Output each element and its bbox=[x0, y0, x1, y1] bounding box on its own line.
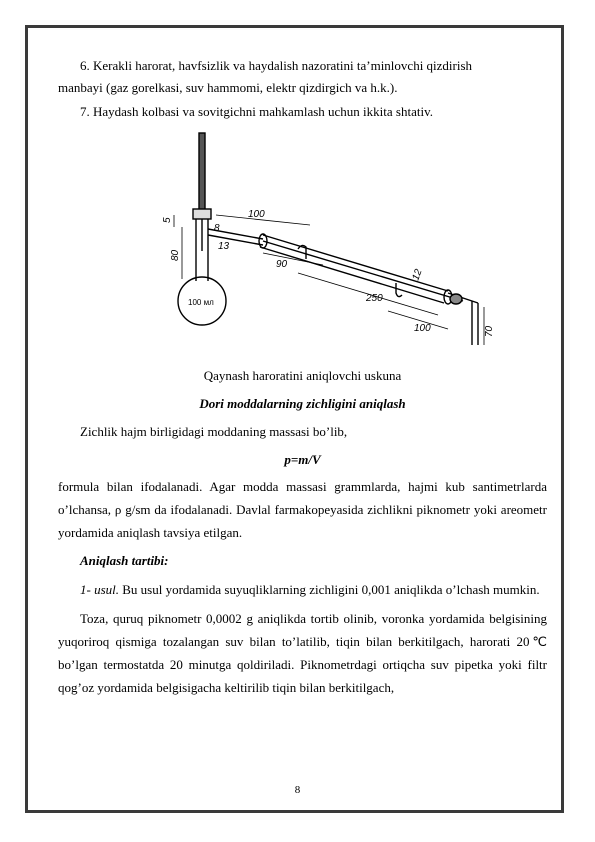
dim-80: 80 bbox=[170, 249, 181, 261]
page-content bbox=[58, 55, 547, 699]
dim-13: 13 bbox=[218, 241, 230, 252]
dim-5: 5 bbox=[162, 217, 173, 223]
item-7: 7. Haydash kolbasi va sovitgichni mahkamlash uchun ikkita shtativ. bbox=[80, 104, 433, 119]
dim-8: 8 bbox=[214, 223, 220, 234]
method-1-text: Bu usul yordamida suyuqliklarning zichligini 0,001 aniqlikda o’lchash mumkin. bbox=[119, 582, 540, 597]
method-1-paragraph bbox=[58, 578, 547, 601]
method-1-label: 1- usul. bbox=[80, 582, 119, 597]
page bbox=[25, 25, 564, 813]
item-6-line-1: 6. Kerakli harorat, havfsizlik va haydalish nazoratini ta’minlovchi qizdirish bbox=[80, 58, 473, 73]
distillation-apparatus-drawing bbox=[148, 131, 495, 363]
section-title: Dori moddalarning zichligini aniqlash bbox=[199, 396, 406, 411]
dim-100-bottom: 100 bbox=[414, 323, 431, 334]
order-title: Aniqlash tartibi: bbox=[80, 553, 169, 568]
intro-text: Zichlik hajm birligidagi moddaning massasi bo’lib, bbox=[80, 424, 348, 439]
density-formula: p=m/V bbox=[284, 452, 321, 467]
dim-250: 250 bbox=[366, 293, 383, 304]
figure-caption: Qaynash haroratini aniqlovchi uskuna bbox=[203, 368, 402, 383]
formula-description: formula bilan ifodalanadi. Agar modda massasi grammlarda, hajmi kub santimetrlarda o’lchansa, ρ g/sm da ifodalanadi. Davlal farmakopeyasida zichlikni piknometr yoki areometr yordamida aniqlash tavsiya etilgan. bbox=[58, 479, 547, 540]
apparatus-figure bbox=[58, 131, 547, 363]
dim-12: 12 bbox=[410, 267, 425, 283]
page-number: 8 bbox=[294, 784, 301, 796]
procedure-paragraph: Toza, quruq piknometr 0,0002 g aniqlikda tortib olinib, voronka yordamida belgisining yuqoriroq qismiga tozalangan suv bilan to’latilib, tiqin bilan berkitilgach, harorati 20℃ bo’lgan termostatda 20 minutga qoldiriladi. Piknometrdagi ortiqcha suv pipetka yoki filtr qog’oz yordamida belgisigacha keltirilib tiqin bilan berkitilgach, bbox=[58, 611, 547, 695]
dim-100-top: 100 bbox=[248, 209, 265, 220]
flask-label: 100 мл bbox=[188, 298, 214, 307]
dim-70: 70 bbox=[484, 325, 495, 337]
item-6-line-2: manbayi (gaz gorelkasi, suv hammomi, elektr qizdirgich va h.k.). bbox=[58, 80, 398, 95]
dim-90: 90 bbox=[276, 259, 288, 270]
